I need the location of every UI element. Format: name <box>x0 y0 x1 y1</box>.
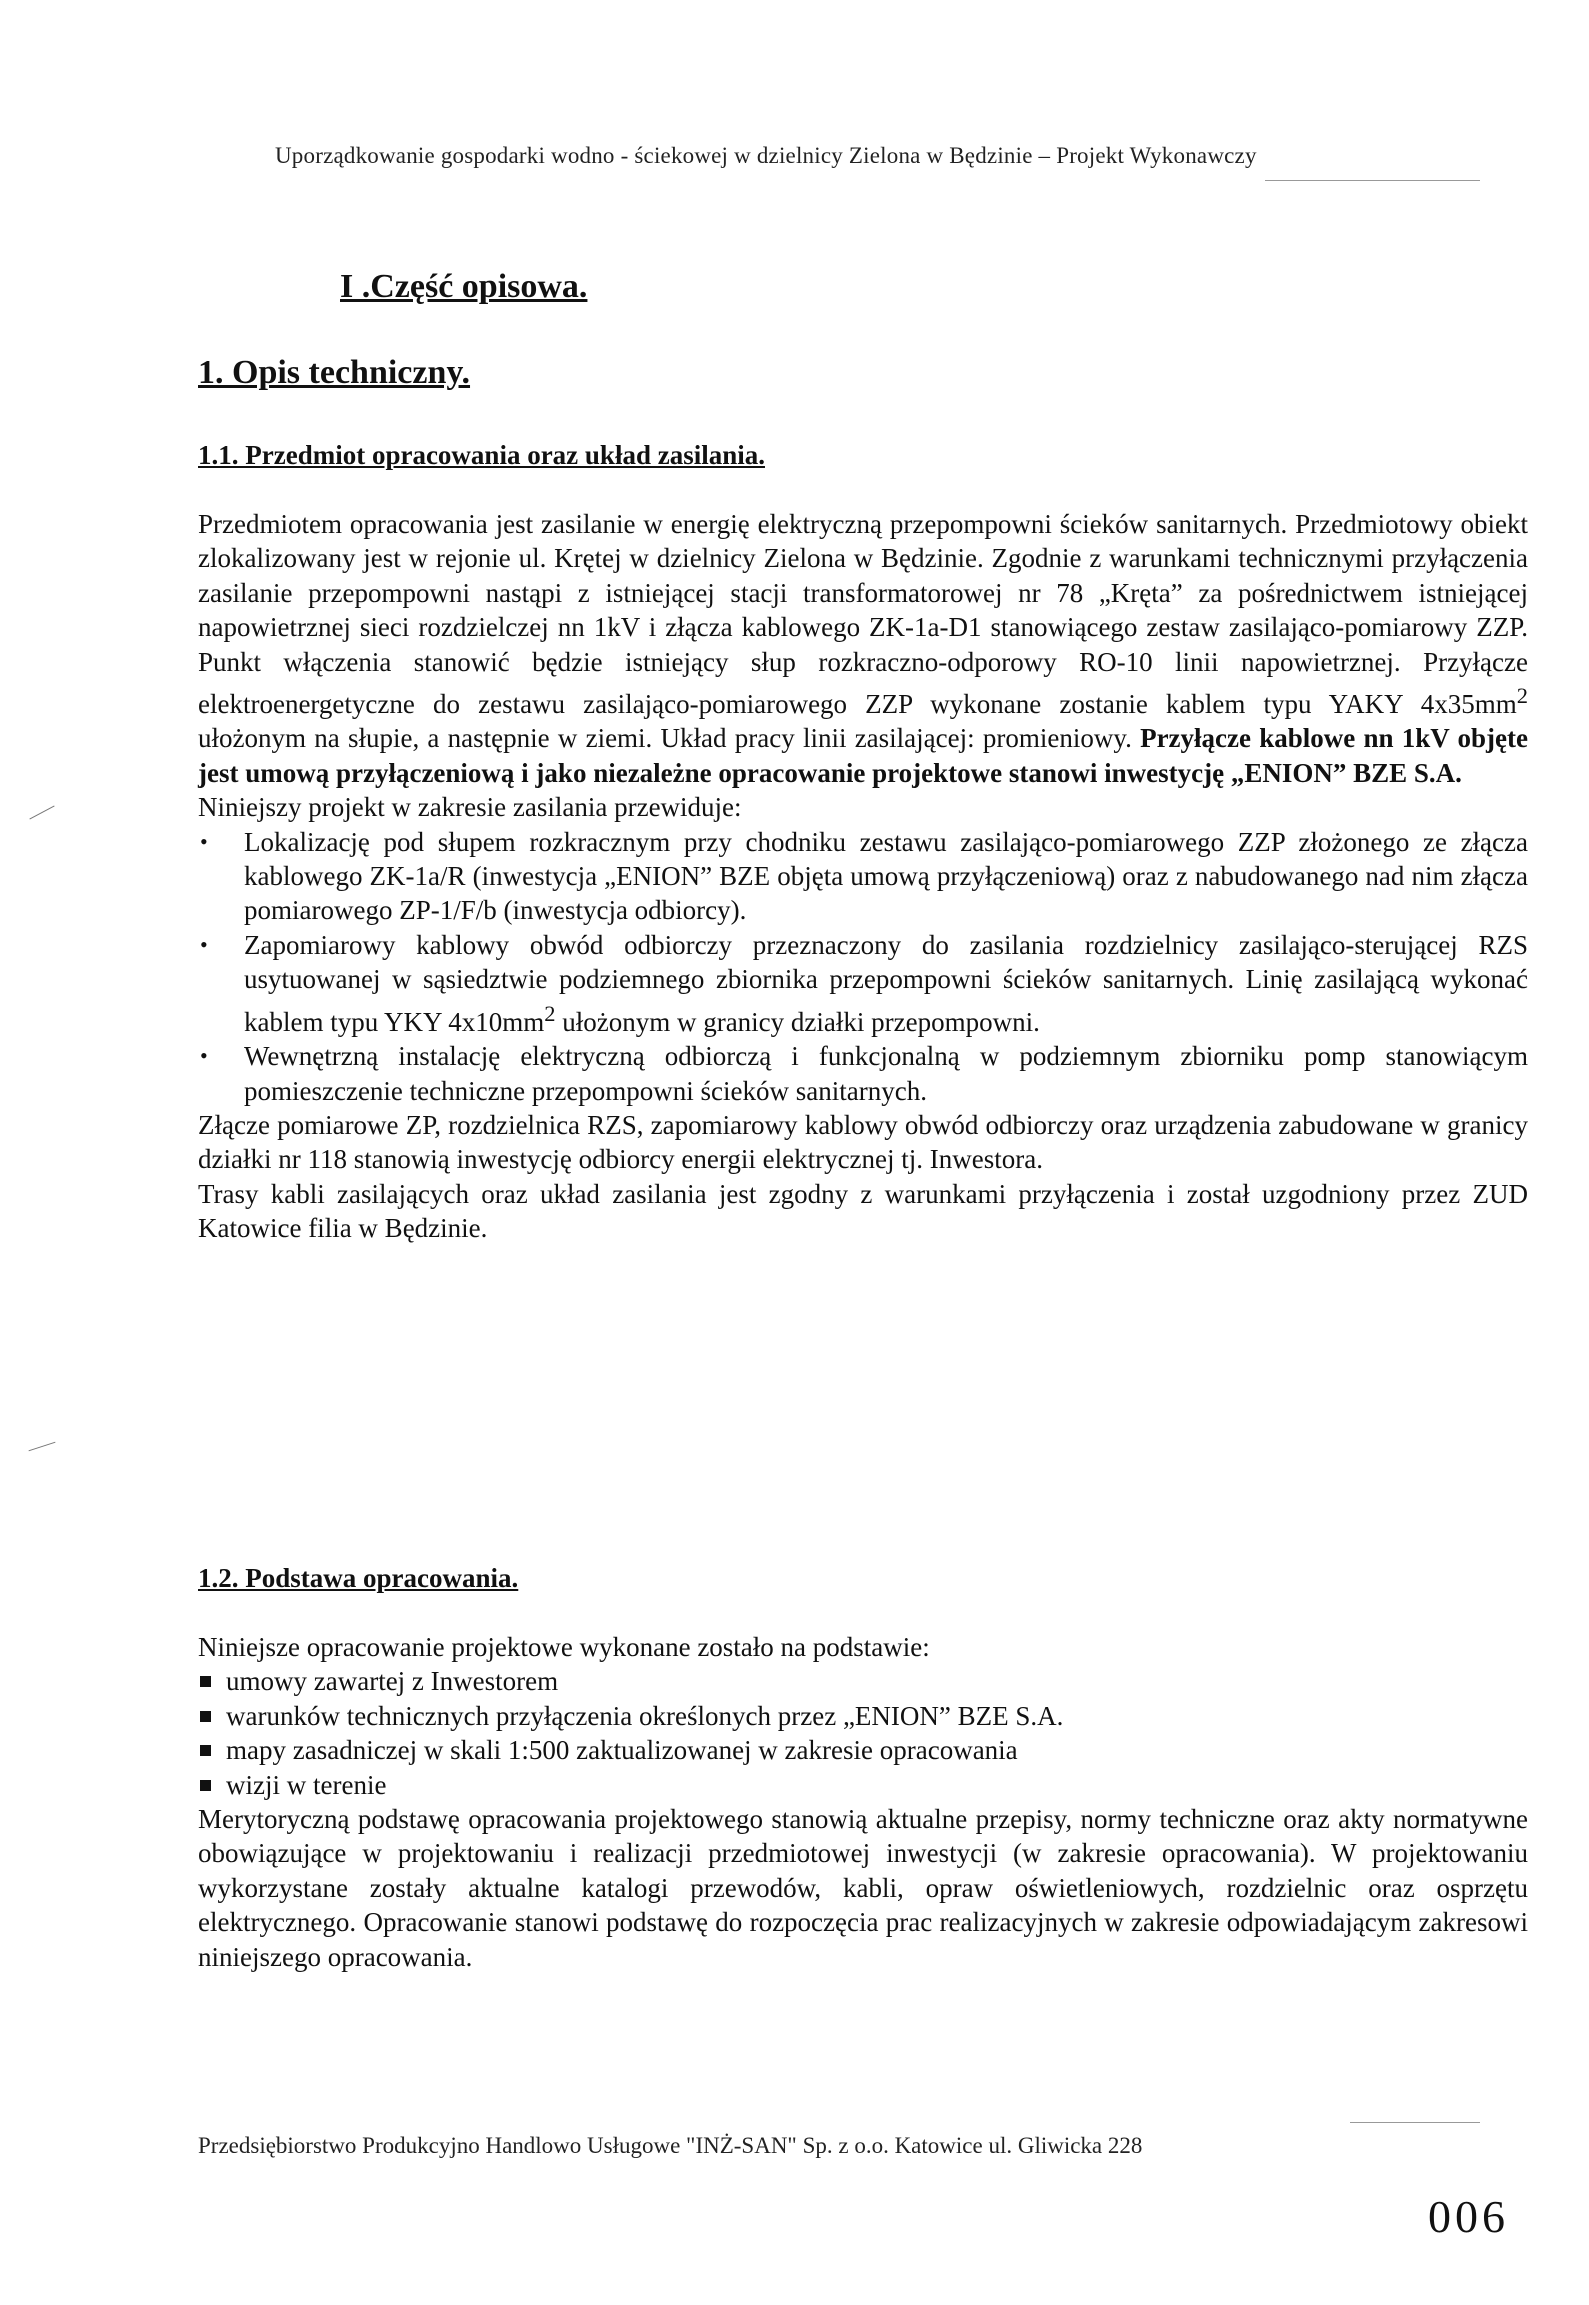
paragraph-intro: Niniejsze opracowanie projektowe wykonane zostało na podstawie: <box>198 1632 930 1662</box>
footer-rule <box>1350 2122 1480 2123</box>
square-bullet-icon <box>200 1711 211 1722</box>
list-item-text: Lokalizację pod słupem rozkracznym przy chodniku zestawu zasilająco-pomiarowego ZZP złożonego ze złącza kablowego ZK-1a/R (inwestycja „ENION” BZE objęta umową przyłączeniową) oraz z nabudowanego nad nim złącza pomiarowego ZP-1/F/b (inwestycja odbiorcy). <box>244 826 1528 926</box>
scan-margin-mark <box>29 805 54 819</box>
subsection-2-title: 1.2. Podstawa opracowania. <box>198 1563 519 1593</box>
list-item-text: mapy zasadniczej w skali 1:500 zaktualizowanej w zakresie opracowania <box>226 1735 1018 1766</box>
list-item <box>198 1768 1528 1802</box>
list-item <box>198 1699 1528 1733</box>
paragraph-1 <box>198 507 1528 790</box>
list-item <box>198 928 1528 1039</box>
bullet-icon: • <box>200 828 208 854</box>
square-bullet-icon <box>200 1780 211 1791</box>
bullet-list <box>198 825 1528 1108</box>
part-title: I .Część opisowa. <box>340 268 588 305</box>
list-item-text: Zapomiarowy kablowy obwód odbiorczy przeznaczony do zasilania rozdzielnicy zasilająco-sterującej RZS usytuowanej w sąsiedztwie podziemnego zbiornika przepompowni ścieków sanitarnych. Linię zasilającą wykonać kablem typu YKY 4x10mm <box>244 929 1528 1037</box>
paragraph-1-bold: Przyłącze kablowe nn 1kV objęte jest umową przyłączeniową i jako niezależne opracowanie projektowe stanowi inwestycję „ENION” BZE S.A. <box>198 723 1528 788</box>
list-item-text: umowy zawartej z Inwestorem <box>226 1666 559 1697</box>
paragraph-2: Niniejszy projekt w zakresie zasilania przewiduje: <box>198 792 742 823</box>
list-item-text: warunków technicznych przyłączenia określonych przez „ENION” BZE S.A. <box>226 1700 1064 1731</box>
running-header: Uporządkowanie gospodarki wodno - ściekowej w dzielnicy Zielona w Będzinie – Projekt Wykonawczy <box>275 143 1257 168</box>
square-bullet-list <box>198 1664 1528 1802</box>
list-item <box>198 1733 1528 1767</box>
subsection-1-body <box>198 507 1528 1246</box>
list-item-text-cont: ułożonym w granicy działki przepompowni. <box>555 1006 1040 1037</box>
list-item <box>198 1039 1528 1108</box>
list-item-text: wizji w terenie <box>226 1769 387 1800</box>
section-title: 1. Opis techniczny. <box>198 354 471 391</box>
square-bullet-icon <box>200 1676 211 1687</box>
list-item <box>198 1664 1528 1698</box>
paragraph-4: Trasy kabli zasilających oraz układ zasilania jest zgodny z warunkami przyłączenia i został uzgodniony przez ZUD Katowice filia w Będzinie. <box>198 1178 1528 1244</box>
superscript: 2 <box>1516 683 1528 709</box>
header-rule <box>1265 180 1480 181</box>
superscript: 2 <box>544 1000 556 1026</box>
bullet-icon: • <box>200 931 208 957</box>
subsection-2-body <box>198 1630 1528 1974</box>
scan-margin-mark <box>29 1442 56 1452</box>
bullet-icon: • <box>200 1043 208 1069</box>
square-bullet-icon <box>200 1745 211 1756</box>
paragraph-basis: Merytoryczną podstawę opracowania projektowego stanowią aktualne przepisy, normy techniczne oraz akty normatywne obowiązujące w projektowaniu i realizacji przedmiotowej inwestycji (w zakresie opracowania). W projektowaniu wykorzystane zostały aktualne katalogi przewodów, kabli, opraw oświetleniowych, rozdzielnic oraz osprzętu elektrycznego. Opracowanie stanowi podstawę do rozpoczęcia prac realizacyjnych w zakresie odpowiadającym zakresowi niniejszego opracowania. <box>198 1804 1528 1972</box>
running-footer: Przedsiębiorstwo Produkcyjno Handlowo Usługowe "INŻ-SAN" Sp. z o.o. Katowice ul. Gliwicka 228 <box>198 2133 1143 2158</box>
subsection-1-title: 1.1. Przedmiot opracowania oraz układ zasilania. <box>198 440 765 470</box>
paragraph-3: Złącze pomiarowe ZP, rozdzielnica RZS, zapomiarowy kablowy obwód odbiorczy oraz urządzenia zabudowane w granicy działki nr 118 stanowią inwestycję odbiorcy energii elektrycznej tj. Inwestora. <box>198 1109 1528 1175</box>
page-number: 006 <box>1428 2191 1509 2242</box>
paragraph-1-text-cont: ułożonym na słupie, a następnie w ziemi. Układ pracy linii zasilającej: promieniowy. <box>198 723 1141 754</box>
list-item <box>198 825 1528 928</box>
list-item-text: Wewnętrzną instalację elektryczną odbiorczą i funkcjonalną w podziemnym zbiorniku pomp stanowiącym pomieszczenie techniczne przepompowni ścieków sanitarnych. <box>244 1041 1528 1106</box>
paragraph-1-text: Przedmiotem opracowania jest zasilanie w energię elektryczną przepompowni ścieków sanitarnych. Przedmiotowy obiekt zlokalizowany jest w rejonie ul. Krętej w dzielnicy Zielona w Będzinie. Zgodnie z warunkami technicznymi przyłączenia zasilanie przepompowni nastąpi z istniejącej stacji transformatorowej nr 78 „Kręta” za pośrednictwem istniejącej napowietrznej sieci rozdzielczej nn 1kV i złącza kablowego ZK-1a-D1 stanowiącego zestaw zasilająco-pomiarowy ZZP. Punkt włączenia stanowić będzie istniejący słup rozkraczno-odporowy RO-10 linii napowietrznej. Przyłącze elektroenergetyczne do zestawu zasilająco-pomiarowego ZZP wykonane zostanie kablem typu YAKY 4x35mm <box>198 509 1528 720</box>
